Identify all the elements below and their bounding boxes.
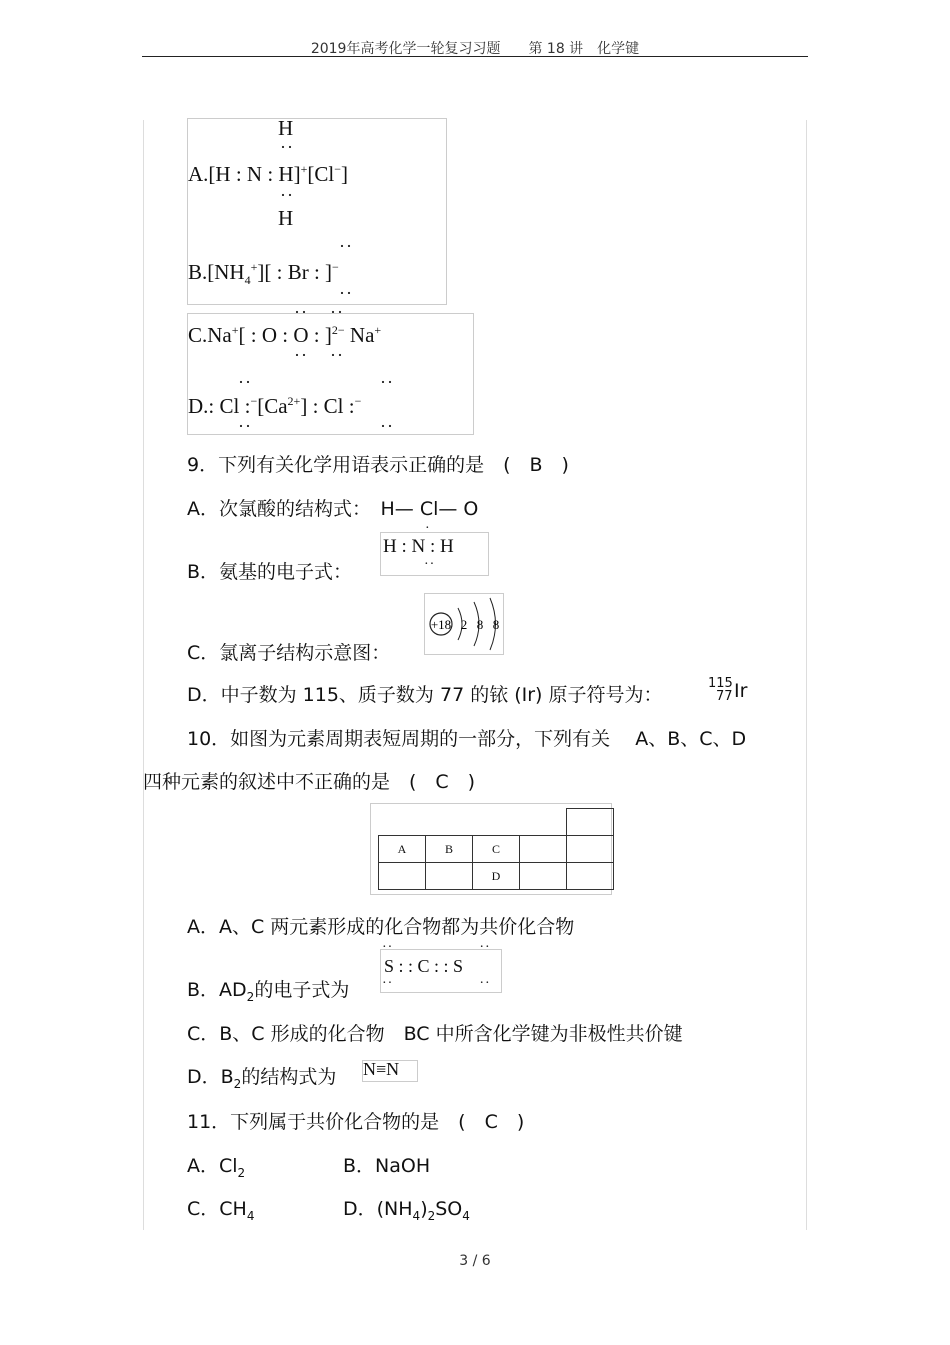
q9-option-b: B．氨基的电子式： bbox=[187, 561, 353, 583]
nucleus-label: +18 bbox=[430, 617, 452, 632]
q10-stem-line2: 四种元素的叙述中不正确的是 ( C ) bbox=[143, 771, 476, 793]
q10-option-b: B．$AD_2$的电子式为 bbox=[187, 979, 350, 1004]
shell-1-label: 2 bbox=[460, 617, 468, 632]
q9b-formula: H : N : H bbox=[383, 536, 454, 557]
page-header: 2019年高考化学一轮复习习题 第 18 讲 化学键 bbox=[310, 41, 640, 57]
q8d-top-dots: ·· ·· bbox=[238, 372, 394, 392]
q8a-top-h: H bbox=[278, 116, 294, 140]
chloride-structure-diagram bbox=[425, 594, 503, 654]
page-number: 3 / 6 bbox=[459, 1253, 491, 1269]
q8b-bottom-dots: ·· bbox=[339, 283, 353, 303]
q8a-top-dots: ·· bbox=[280, 137, 294, 157]
q11-option-c: C．$CH_4$ bbox=[187, 1198, 255, 1223]
pt-cell-empty bbox=[426, 863, 473, 890]
pt-cell-empty bbox=[520, 836, 567, 863]
pt-cell-a: A bbox=[379, 836, 426, 863]
q10-stem-line1: 10．如图为元素周期表短周期的一部分，下列有关 A、B、C、D bbox=[187, 728, 747, 750]
q9-option-c: C．氯离子结构示意图： bbox=[187, 642, 391, 664]
q9d-atomic-number: 77 bbox=[716, 689, 733, 704]
q10d-formula: N≡N bbox=[363, 1059, 400, 1079]
q9-option-a: A．次氯酸的结构式： H— Cl— O bbox=[187, 498, 479, 520]
pt-cell-empty bbox=[567, 836, 614, 863]
q9-stem: 9．下列有关化学用语表示正确的是 ( B ) bbox=[187, 454, 569, 476]
pt-cell-d: D bbox=[473, 863, 520, 890]
q8b-formula: $B.[NH_4^+]$[ : Br : ]− bbox=[188, 260, 339, 288]
right-margin-rule bbox=[806, 120, 807, 1230]
q11-stem: 11．下列属于共价化合物的是 ( C ) bbox=[187, 1111, 525, 1133]
periodic-table-fragment bbox=[378, 808, 614, 890]
q9b-bottom-dots: ·· bbox=[424, 557, 436, 572]
q10b-top-dots: ·· ·· bbox=[382, 940, 491, 955]
q8d-bottom-dots: ·· ·· bbox=[238, 416, 394, 436]
q11-option-b: B．NaOH bbox=[343, 1155, 431, 1177]
q10b-bottom-dots: ·· ·· bbox=[382, 976, 491, 991]
q8c-top-dots: ·· ·· bbox=[294, 302, 344, 322]
q11-option-a: A．$Cl_2$ bbox=[187, 1155, 246, 1180]
pt-cell-empty bbox=[379, 863, 426, 890]
q10b-formula: S : : C : : S bbox=[384, 956, 464, 976]
q8a-bottom-h: H bbox=[278, 206, 294, 230]
q8a-bottom-dots: ·· bbox=[280, 185, 294, 205]
left-margin-rule bbox=[143, 120, 144, 1230]
q10-option-c: C．B、C 形成的化合物 BC 中所含化学键为非极性共价键 bbox=[187, 1023, 683, 1045]
q9d-symbol: Ir bbox=[734, 680, 748, 702]
pt-cell-c: C bbox=[473, 836, 520, 863]
q10-option-d: D．$B_2$的结构式为 bbox=[187, 1066, 337, 1091]
shell-2-label: 8 bbox=[476, 617, 484, 632]
q9c-chloride-image bbox=[424, 593, 504, 655]
q8d-formula: D.: Cl $:^-[Ca^{2+}]$ : Cl :− bbox=[188, 394, 362, 418]
q11-option-d: D．$(NH_4)_2SO_4$ bbox=[343, 1198, 470, 1223]
shell-3-label: 8 bbox=[492, 617, 500, 632]
q8a-formula: A.[H : N : H]+[Cl−] bbox=[188, 162, 348, 186]
header-rule bbox=[142, 56, 808, 57]
pt-cell-b: B bbox=[426, 836, 473, 863]
q8b-top-dots: ·· bbox=[339, 236, 353, 256]
q9d-mass-number: 115 bbox=[708, 676, 733, 691]
pt-cell-empty bbox=[520, 863, 567, 890]
q9b-top-dot: · bbox=[425, 521, 431, 536]
q9-option-d: D．中子数为 115、质子数为 77 的铱 (Ir) 原子符号为： bbox=[187, 684, 663, 706]
q10-option-a: A．A、C 两元素形成的化合物都为共价化合物 bbox=[187, 916, 575, 938]
q8c-formula: C.Na+[ : O : O : ]$^{2-}$ Na+ bbox=[188, 323, 382, 347]
q8c-bottom-dots: ·· ·· bbox=[294, 345, 344, 365]
pt-cell-empty bbox=[567, 863, 614, 890]
